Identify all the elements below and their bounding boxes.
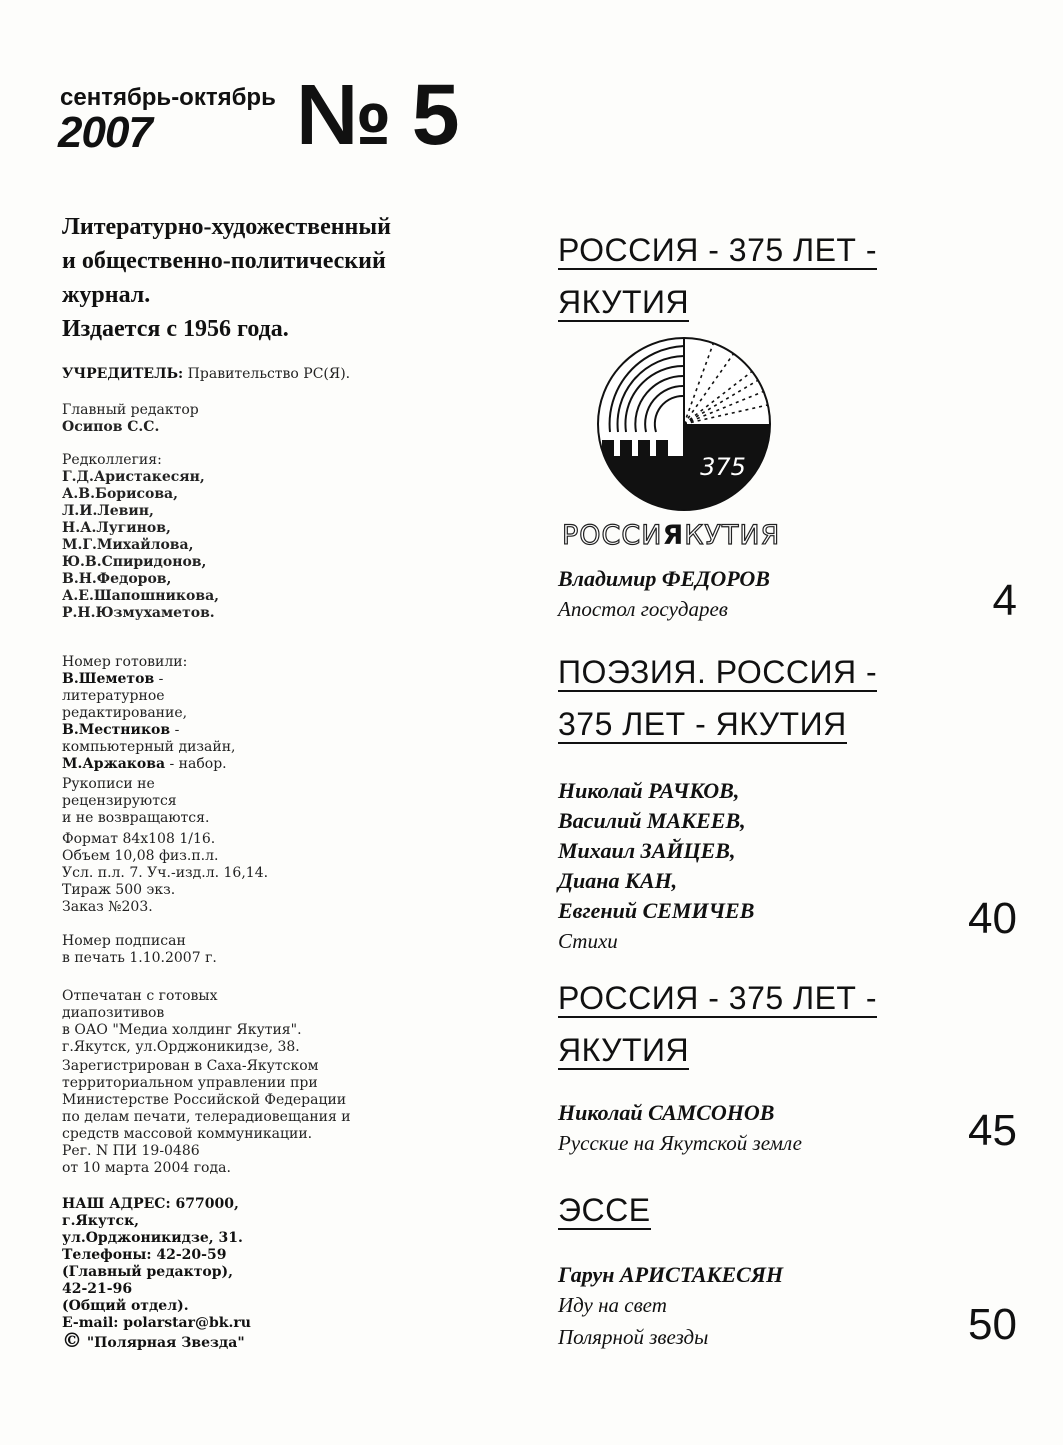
address-line: (Главный редактор), [62,1264,234,1280]
printed-info [62,988,422,1056]
entry-title: Иду на свет [558,1293,667,1317]
founder-label: УЧРЕДИТЕЛЬ: [62,366,184,382]
page-number: 50 [968,1300,1017,1349]
entry-title: Полярной звезды [558,1325,709,1349]
chief-editor-name: Осипов С.С. [62,419,160,435]
prepared-dash: - [170,722,180,738]
registration-line: территориальном управлении при [62,1075,318,1091]
registration-line: средств массовой коммуникации. [62,1126,313,1142]
format-line: Усл. п.л. 7. Уч.-изд.л. 16,14. [62,865,269,881]
chief-editor [62,402,422,436]
logo-wordmark [562,520,780,551]
contents-entry [558,1098,802,1158]
prepared-role: литературное [62,688,165,704]
editorial-board [62,452,422,622]
issue-year: 2007 [58,108,152,157]
prepared-name: В.Шеметов [62,671,155,687]
contents-section-heading [558,1184,918,1236]
address-line: ул.Орджоникидзе, 31. [62,1230,243,1246]
registration-info [62,1058,422,1143]
prepared-dash: - [154,671,164,687]
address-line: E-mail: polarstar@bk.ru [62,1315,251,1331]
note-line: и не возвращаются. [62,810,210,826]
printed-line: диапозитивов [62,1005,165,1021]
printed-line: в ОАО "Медиа холдинг Якутия". [62,1022,302,1038]
copyright [62,1328,422,1352]
founder [62,366,422,383]
board-member: Ю.В.Спиридонов, [62,554,207,570]
registration-line: по делам печати, телерадиовещания и [62,1109,351,1125]
reg-number [62,1143,422,1177]
page-number: 4 [992,576,1017,625]
signed-line: Номер подписан [62,933,186,949]
board-member: Л.И.Левин, [62,503,154,519]
address-line: НАШ АДРЕС: 677000, [62,1196,239,1212]
contents-section-heading [558,224,918,328]
contents-section-heading [558,972,918,1076]
prepared-role: редактирование, [62,705,188,721]
signed-line: в печать 1.10.2007 г. [62,950,217,966]
entry-author: Николай САМСОНОВ [558,1100,775,1125]
board-member: А.В.Борисова, [62,486,178,502]
logo-text-outline: РОССИ [562,520,663,551]
section-heading-line: ПОЭЗИЯ. РОССИЯ - [558,654,878,690]
reg-line: Рег. N ПИ 19-0486 [62,1143,200,1159]
contents-entry [558,564,770,624]
prepared-name: М.Аржакова [62,756,166,772]
manuscripts-note [62,776,422,827]
prepared-by-label: Номер готовили: [62,654,188,670]
section-heading-line: РОССИЯ - 375 ЛЕТ - [558,980,878,1016]
address-line: г.Якутск, [62,1213,140,1229]
contents-section-heading [558,646,918,750]
section-heading-line: ЯКУТИЯ [558,1032,690,1068]
description-line: и общественно-политический [62,248,386,274]
description-line: Литературно-художественный [62,214,391,240]
prepared-role: - набор. [165,756,227,772]
board-member: А.Е.Шапошникова, [62,588,220,604]
board-member: В.Н.Федоров, [62,571,172,587]
issue-number: № 5 [296,67,458,163]
copyright-icon: © [62,1328,82,1352]
printed-line: Отпечатан с готовых [62,988,218,1004]
contents-entry [558,1260,783,1352]
address-line: 42-21-96 [62,1281,133,1297]
entry-author: Михаил ЗАЙЦЕВ, [558,838,736,863]
entry-title: Русские на Якутской земле [558,1131,802,1155]
logo-text-outline: КУТИЯ [684,520,781,551]
format-line: Объем 10,08 физ.п.л. [62,848,219,864]
address-block [62,1196,422,1352]
printed-line: г.Якутск, ул.Орджоникидзе, 38. [62,1039,300,1055]
chief-editor-label: Главный редактор [62,402,199,418]
format-line: Формат 84х108 1/16. [62,831,216,847]
entry-title: Апостол государев [558,597,728,621]
logo-text-solid: Я [662,520,685,551]
founder-value: Правительство РС(Я). [187,366,351,382]
issue-months: сентябрь-октябрь [60,84,276,111]
registration-line: Зарегистрирован в Саха-Якутском [62,1058,319,1074]
prepared-role: компьютерный дизайн, [62,739,236,755]
board-member: Н.А.Лугинов, [62,520,171,536]
description-line: журнал. [62,282,151,308]
format-info [62,831,422,916]
entry-author: Николай РАЧКОВ, [558,778,740,803]
board-member: Г.Д.Аристакесян, [62,469,205,485]
journal-description [62,210,482,346]
description-line: Издается с 1956 года. [62,316,289,342]
contents-entry [558,776,754,956]
note-line: Рукописи не [62,776,155,792]
format-line: Заказ №203. [62,899,153,915]
format-line: Тираж 500 экз. [62,882,176,898]
section-heading-line: ЯКУТИЯ [558,284,690,320]
russia-yakutia-375-logo-icon [596,336,772,512]
registration-line: Министерстве Российской Федерации [62,1092,347,1108]
reg-line: от 10 марта 2004 года. [62,1160,231,1176]
editorial-board-label: Редколлегия: [62,452,162,468]
section-heading-line: ЭССЕ [558,1192,651,1228]
board-member: Р.Н.Юзмухаметов. [62,605,215,621]
entry-author: Евгений СЕМИЧЕВ [558,898,755,923]
entry-author: Владимир ФЕДОРОВ [558,566,770,591]
entry-title: Стихи [558,929,618,953]
entry-author: Гарун АРИСТАКЕСЯН [558,1262,784,1287]
address-line: Телефоны: 42-20-59 [62,1247,227,1263]
logo-number: 375 [700,453,746,481]
page-number: 45 [968,1106,1017,1155]
signed-info [62,933,422,967]
prepared-name: В.Местников [62,722,171,738]
board-member: М.Г.Михайлова, [62,537,194,553]
section-heading-line: РОССИЯ - 375 ЛЕТ - [558,232,878,268]
note-line: рецензируются [62,793,177,809]
section-heading-line: 375 ЛЕТ - ЯКУТИЯ [558,706,847,742]
page-number: 40 [968,894,1017,943]
entry-author: Василий МАКЕЕВ, [558,808,746,833]
prepared-by [62,654,422,773]
entry-author: Диана КАН, [558,868,678,893]
address-line: (Общий отдел). [62,1298,189,1314]
copyright-text: "Полярная Звезда" [86,1335,245,1351]
